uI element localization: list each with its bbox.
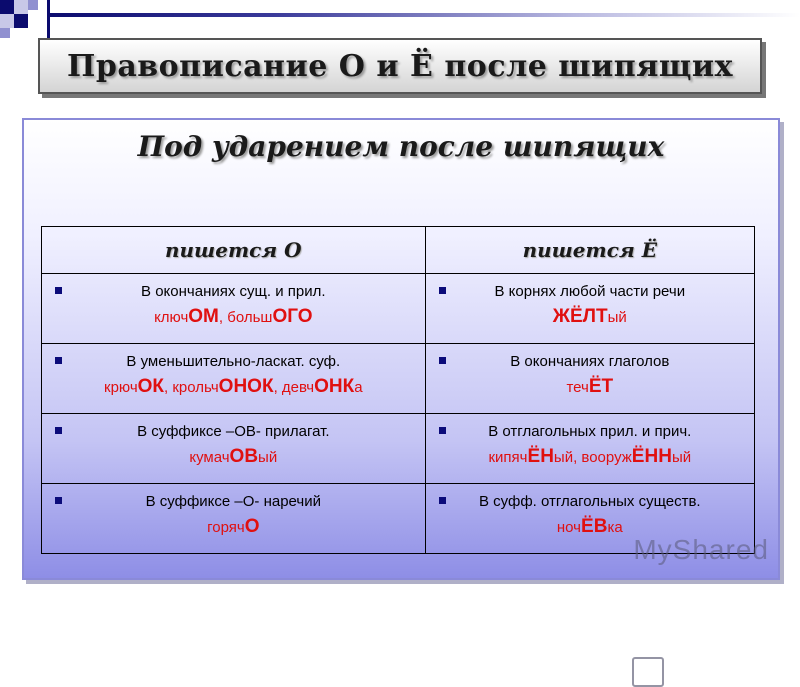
rule-text: В суффиксе –О- наречий [43, 493, 424, 510]
example-text: ый [258, 449, 278, 466]
slide-title: Правописание О и Ё после шипящих [67, 48, 733, 84]
example-word [43, 516, 424, 538]
example-highlight: ОНК [314, 376, 355, 397]
example-highlight: ЁТ [588, 376, 614, 397]
watermark [607, 534, 769, 566]
rules-table [41, 226, 755, 554]
rule-cell [425, 274, 754, 344]
rule-text: В суффиксе –ОВ- прилагат. [43, 423, 424, 440]
rule-cell [42, 344, 426, 414]
corner-square [0, 0, 14, 14]
example-text: ый [671, 449, 692, 466]
bullet-icon [55, 427, 62, 434]
example-text: ый, вооруж [553, 449, 632, 466]
example-highlight: ОМ [188, 306, 219, 327]
example-word [43, 306, 424, 328]
example-text: теч [566, 379, 589, 396]
table-row [42, 274, 755, 344]
example-highlight: ОГО [272, 306, 313, 327]
example-text: а [354, 379, 363, 396]
example-word [427, 376, 753, 398]
example-text: крюч [104, 379, 138, 396]
example-text: , девч [273, 379, 315, 396]
example-word [43, 376, 424, 398]
example-word [43, 446, 424, 468]
corner-square [28, 0, 38, 10]
bullet-icon [439, 357, 446, 364]
rule-text: В суфф. отглагольных существ. [427, 493, 753, 510]
example-word [427, 306, 753, 328]
decor-horizontal-line [47, 13, 800, 17]
panel-subtitle: Под ударением после шипящих [137, 130, 665, 163]
example-text: ноч [556, 519, 582, 536]
bullet-icon [439, 497, 446, 504]
rule-text: В окончаниях сущ. и прил. [43, 283, 424, 300]
example-text: ка [607, 519, 623, 536]
corner-square [0, 28, 10, 38]
corner-square [14, 14, 28, 28]
table-row [42, 344, 755, 414]
example-text: , крольч [164, 379, 219, 396]
example-highlight: О [244, 516, 260, 537]
example-highlight: ОВ [229, 446, 259, 467]
example-text: кумач [189, 449, 230, 466]
example-text: ый [607, 309, 627, 326]
bullet-icon [439, 427, 446, 434]
example-highlight: ЁН [527, 446, 554, 467]
example-text: кипяч [488, 449, 528, 466]
rule-text: В корнях любой части речи [427, 283, 753, 300]
bullet-icon [55, 357, 62, 364]
example-text: , больш [218, 309, 273, 326]
rule-cell [425, 344, 754, 414]
watermark-icon [632, 657, 664, 687]
corner-square [0, 14, 14, 28]
rule-cell [425, 414, 754, 484]
example-text: горяч [207, 519, 245, 536]
example-highlight: ЖЁЛТ [552, 306, 608, 327]
example-highlight: ЁНН [631, 446, 672, 467]
example-highlight: ОК [137, 376, 165, 397]
example-text: ключ [154, 309, 189, 326]
rule-cell [42, 414, 426, 484]
bullet-icon [55, 287, 62, 294]
watermark-text: MyShared [633, 534, 769, 565]
rule-text: В уменьшительно-ласкат. суф. [43, 353, 424, 370]
rule-text: В отглагольных прил. и прич. [427, 423, 753, 440]
header-yo: пишется Ё [425, 227, 754, 274]
example-highlight: ЁВ [581, 516, 608, 537]
bullet-icon [439, 287, 446, 294]
example-word [427, 446, 753, 468]
content-panel [22, 118, 780, 580]
example-highlight: ОНОК [218, 376, 274, 397]
header-o: пишется О [42, 227, 426, 274]
rule-cell [42, 484, 426, 554]
rule-cell [42, 274, 426, 344]
title-box [38, 38, 762, 94]
table-row [42, 414, 755, 484]
rule-text: В окончаниях глаголов [427, 353, 753, 370]
bullet-icon [55, 497, 62, 504]
corner-square [14, 0, 28, 14]
